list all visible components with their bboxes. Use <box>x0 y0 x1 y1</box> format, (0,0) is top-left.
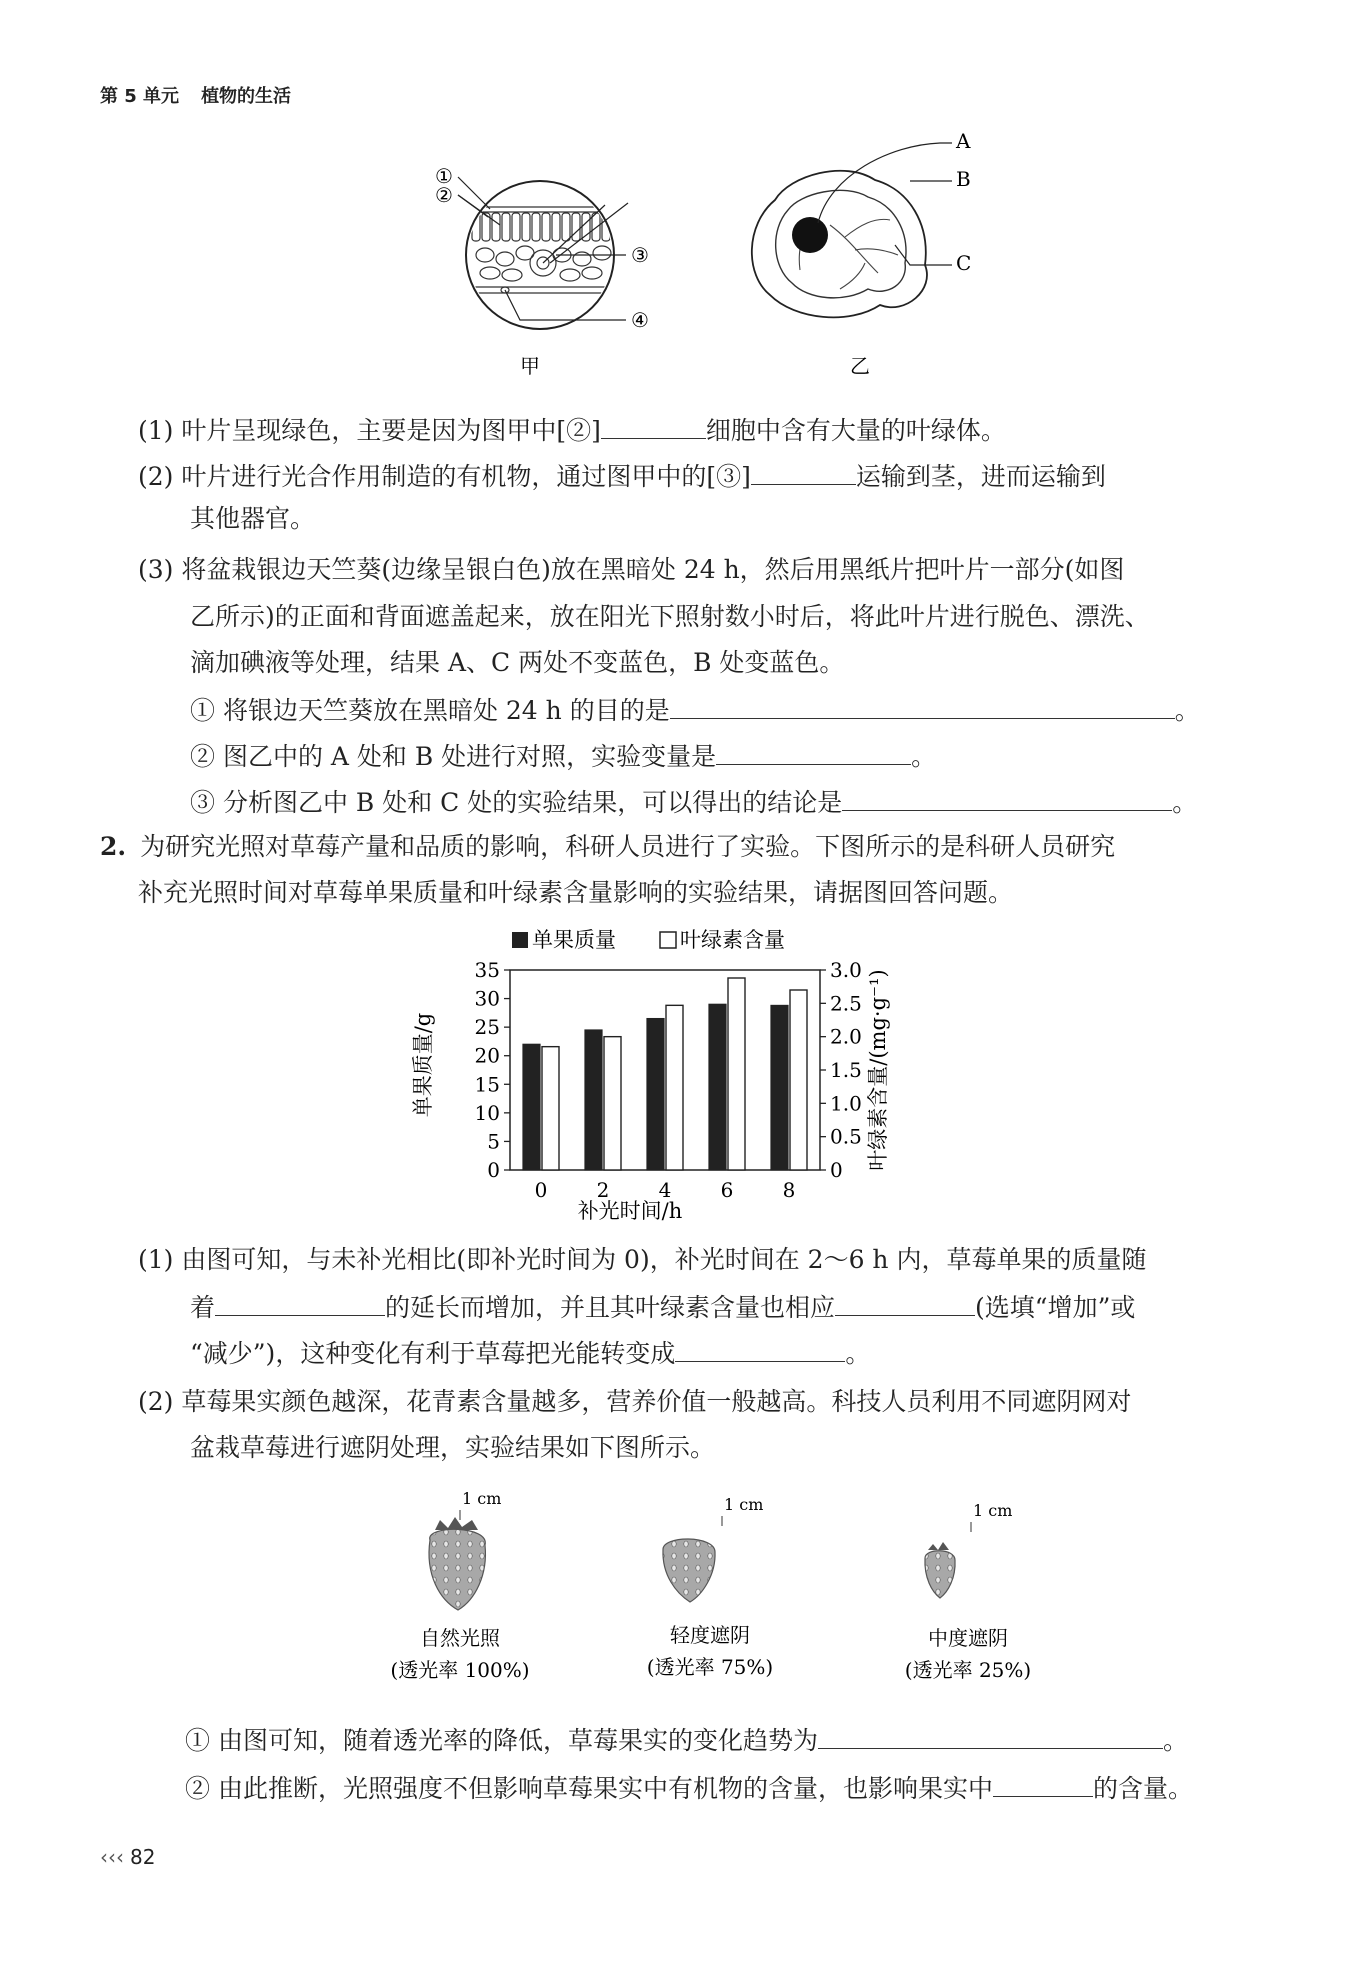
strawberry-light-shade <box>663 1495 763 1602</box>
q1-sub1-text: ① 将银边天竺葵放在黑暗处 24 h 的目的是 <box>190 696 670 725</box>
y-right-tick-label: 1.5 <box>830 1058 862 1082</box>
y-left-tick-label: 0 <box>487 1158 500 1182</box>
bar-mass <box>647 1019 664 1170</box>
y-left-tick-label: 10 <box>474 1100 500 1125</box>
caption-yi: 乙 <box>850 354 870 378</box>
bar-chart <box>400 920 940 1240</box>
bar-mass <box>709 1004 726 1170</box>
q2-part1-text-b: 的延长而增加，并且其叶绿素含量也相应 <box>385 1293 836 1322</box>
rate-natural: (透光率 100%) <box>390 1658 530 1682</box>
q1-sub1-blank[interactable] <box>670 692 1175 719</box>
q1-part1 <box>138 412 1006 448</box>
q1-sub3-blank[interactable] <box>842 784 1172 811</box>
q1-sub3-text: ③ 分析图乙中 B 处和 C 处的实验结果，可以得出的结论是 <box>190 788 843 817</box>
label-A: A <box>956 129 971 153</box>
q2-line2: 补充光照时间对草莓单果质量和叶绿素含量影响的实验结果，请据图回答问题。 <box>138 878 1014 907</box>
rate-light-shade: (透光率 75%) <box>646 1655 774 1679</box>
q1-sub2-end: 。 <box>911 742 937 771</box>
x-tick-label: 0 <box>534 1178 548 1202</box>
q2-sub1 <box>185 1722 1188 1758</box>
leaf-shading-figure <box>752 129 971 378</box>
q1-sub2-text: ② 图乙中的 A 处和 B 处进行对照，实验变量是 <box>190 742 717 771</box>
bar-mass <box>523 1044 540 1170</box>
q2-sub2-blank[interactable] <box>993 1770 1093 1797</box>
q2-part2-line2: 盆栽草莓进行遮阴处理，实验结果如下图所示。 <box>190 1433 716 1462</box>
q1-part2-blank[interactable] <box>751 458 856 485</box>
legend-swatch-chlorophyll <box>660 932 676 948</box>
bar-chlorophyll <box>728 978 745 1170</box>
q2-part1-blank1[interactable] <box>215 1289 385 1316</box>
q1-sub2 <box>190 738 936 774</box>
bar-mass <box>585 1030 602 1170</box>
y-left-tick-label: 30 <box>474 986 500 1011</box>
label-medium-shade: 中度遮阴 <box>928 1626 1008 1650</box>
q1-part1-blank[interactable] <box>601 412 706 439</box>
q1-part1-text-after: 细胞中含有大量的叶绿体。 <box>705 416 1006 445</box>
q2-part1-text-c: (选填“增加”或 <box>975 1293 1136 1322</box>
y-right-tick-label: 0 <box>830 1158 843 1182</box>
x-axis-label: 补光时间/h <box>577 1199 683 1223</box>
chart-legend <box>512 928 785 952</box>
strawberry-natural <box>429 1489 501 1610</box>
fruit-natural <box>429 1529 485 1610</box>
q2-sub1-end: 。 <box>1162 1726 1188 1755</box>
page-number: 82 <box>130 1845 156 1869</box>
q2-part1-blank3[interactable] <box>675 1335 845 1362</box>
q2-sub2-text: ② 由此推断，光照强度不但影响草莓果实中有机物的含量，也影响果实中 <box>185 1774 993 1803</box>
y-axis-label-left: 单果质量/g <box>411 1012 435 1118</box>
q2-part1-text-a: 着 <box>190 1293 216 1322</box>
q2-sub2 <box>185 1770 1193 1806</box>
q1-part2-text-after: 运输到茎，进而运输到 <box>855 462 1106 491</box>
caption-jia: 甲 <box>520 354 540 378</box>
q1-part2-text: (2) 叶片进行光合作用制造的有机物，通过图甲中的[③] <box>138 462 751 491</box>
page-header <box>100 82 313 108</box>
label-light-shade: 轻度遮阴 <box>670 1623 750 1647</box>
y-left-tick-label: 25 <box>474 1015 500 1040</box>
label-4: ④ <box>631 308 649 332</box>
scale-medium-shade: 1 cm <box>973 1501 1013 1520</box>
leaf-figures <box>390 129 990 385</box>
leaf-cross-section-figure <box>435 164 649 378</box>
legend-chlorophyll: 叶绿素含量 <box>680 928 785 952</box>
q1-part3-line2: 乙所示)的正面和背面遮盖起来，放在阳光下照射数小时后，将此叶片进行脱色、漂洗、 <box>190 602 1150 631</box>
q1-part2-cont: 其他器官。 <box>190 504 316 533</box>
y-left-tick-label: 5 <box>487 1129 500 1154</box>
q2-sub2-end: 的含量。 <box>1092 1774 1193 1803</box>
q2-sub1-blank[interactable] <box>818 1722 1163 1749</box>
strawberry-figure <box>380 1490 1060 1690</box>
q1-part2 <box>138 458 1106 494</box>
rate-medium-shade: (透光率 25%) <box>904 1658 1032 1682</box>
q1-sub3 <box>190 784 1197 820</box>
q2-part1-blank2[interactable] <box>835 1289 975 1316</box>
y-axis-label-right: 叶绿素含量/(mg·g⁻¹) <box>866 969 890 1171</box>
q1-sub1-end: 。 <box>1174 696 1200 725</box>
bar-mass <box>771 1005 788 1170</box>
label-B: B <box>956 167 971 191</box>
y-right-tick-label: 0.5 <box>830 1124 862 1149</box>
q2-number: 2. <box>100 832 127 861</box>
fruit-light-shade <box>663 1539 715 1602</box>
legend-mass: 单果质量 <box>532 928 616 952</box>
x-tick-label: 6 <box>720 1178 734 1202</box>
y-right-tick-label: 2.5 <box>830 991 862 1016</box>
leaf-cap-medium-shade <box>928 1542 949 1550</box>
bar-chlorophyll <box>666 1005 683 1170</box>
label-2: ② <box>435 183 453 207</box>
y-left-tick-label: 35 <box>474 958 500 982</box>
q2-line1-text: 为研究光照对草莓产量和品质的影响，科研人员进行了实验。下图所示的是科研人员研究 <box>140 832 1116 861</box>
scale-natural: 1 cm <box>462 1489 502 1508</box>
q1-sub1 <box>190 692 1200 728</box>
q1-part3-line3: 滴加碘液等处理，结果 A、C 两处不变蓝色，B 处变蓝色。 <box>190 648 845 677</box>
legend-swatch-mass <box>512 932 528 948</box>
page-footer <box>100 1845 155 1869</box>
y-right-tick-label: 3.0 <box>830 958 862 982</box>
y-right-tick-label: 2.0 <box>830 1024 862 1049</box>
y-left-tick-label: 15 <box>474 1072 500 1097</box>
x-tick-label: 2 <box>596 1178 610 1202</box>
fruit-medium-shade <box>925 1551 955 1598</box>
q2-sub1-text: ① 由图可知，随着透光率的降低，草莓果实的变化趋势为 <box>185 1726 818 1755</box>
y-right-tick-label: 1.0 <box>830 1091 862 1116</box>
unit-label: 第 5 单元 <box>100 86 180 107</box>
bar-chlorophyll <box>542 1047 559 1170</box>
q1-part3-line1: (3) 将盆栽银边天竺葵(边缘呈银白色)放在黑暗处 24 h，然后用黑纸片把叶片一部分(如图 <box>138 555 1125 584</box>
q2-part1-line2 <box>190 1289 1135 1325</box>
label-natural: 自然光照 <box>420 1626 500 1650</box>
q2-part1-text-d: “减少”)，这种变化有利于草莓把光能转变成 <box>190 1339 676 1368</box>
chevron-icon: ‹‹‹ <box>100 1845 124 1869</box>
q1-sub3-end: 。 <box>1172 788 1198 817</box>
x-tick-label: 4 <box>658 1178 672 1202</box>
unit-title: 植物的生活 <box>201 86 292 107</box>
q1-part1-text: (1) 叶片呈现绿色，主要是因为图甲中[②] <box>138 416 601 445</box>
y-left-tick-label: 20 <box>474 1043 500 1068</box>
label-C: C <box>956 251 972 275</box>
bar-chlorophyll <box>604 1037 621 1170</box>
q2-line1 <box>100 830 1115 864</box>
label-1: ① <box>435 164 453 188</box>
bar-chlorophyll <box>790 990 807 1170</box>
label-3: ③ <box>631 243 649 267</box>
q2-part1-line1: (1) 由图可知，与未补光相比(即补光时间为 0)，补光时间在 2～6 h 内，草莓单果的质量随 <box>138 1245 1147 1274</box>
q2-part1-line3 <box>190 1335 870 1371</box>
scale-light-shade: 1 cm <box>724 1495 764 1514</box>
leaf-cap-natural <box>435 1517 478 1530</box>
q2-part2-line1: (2) 草莓果实颜色越深，花青素含量越多，营养价值一般越高。科技人员利用不同遮阴网对 <box>138 1387 1132 1416</box>
q1-sub2-blank[interactable] <box>716 738 911 765</box>
strawberry-medium-shade <box>925 1501 1012 1598</box>
x-tick-label: 8 <box>782 1178 796 1202</box>
q2-part1-text-e: 。 <box>845 1339 871 1368</box>
